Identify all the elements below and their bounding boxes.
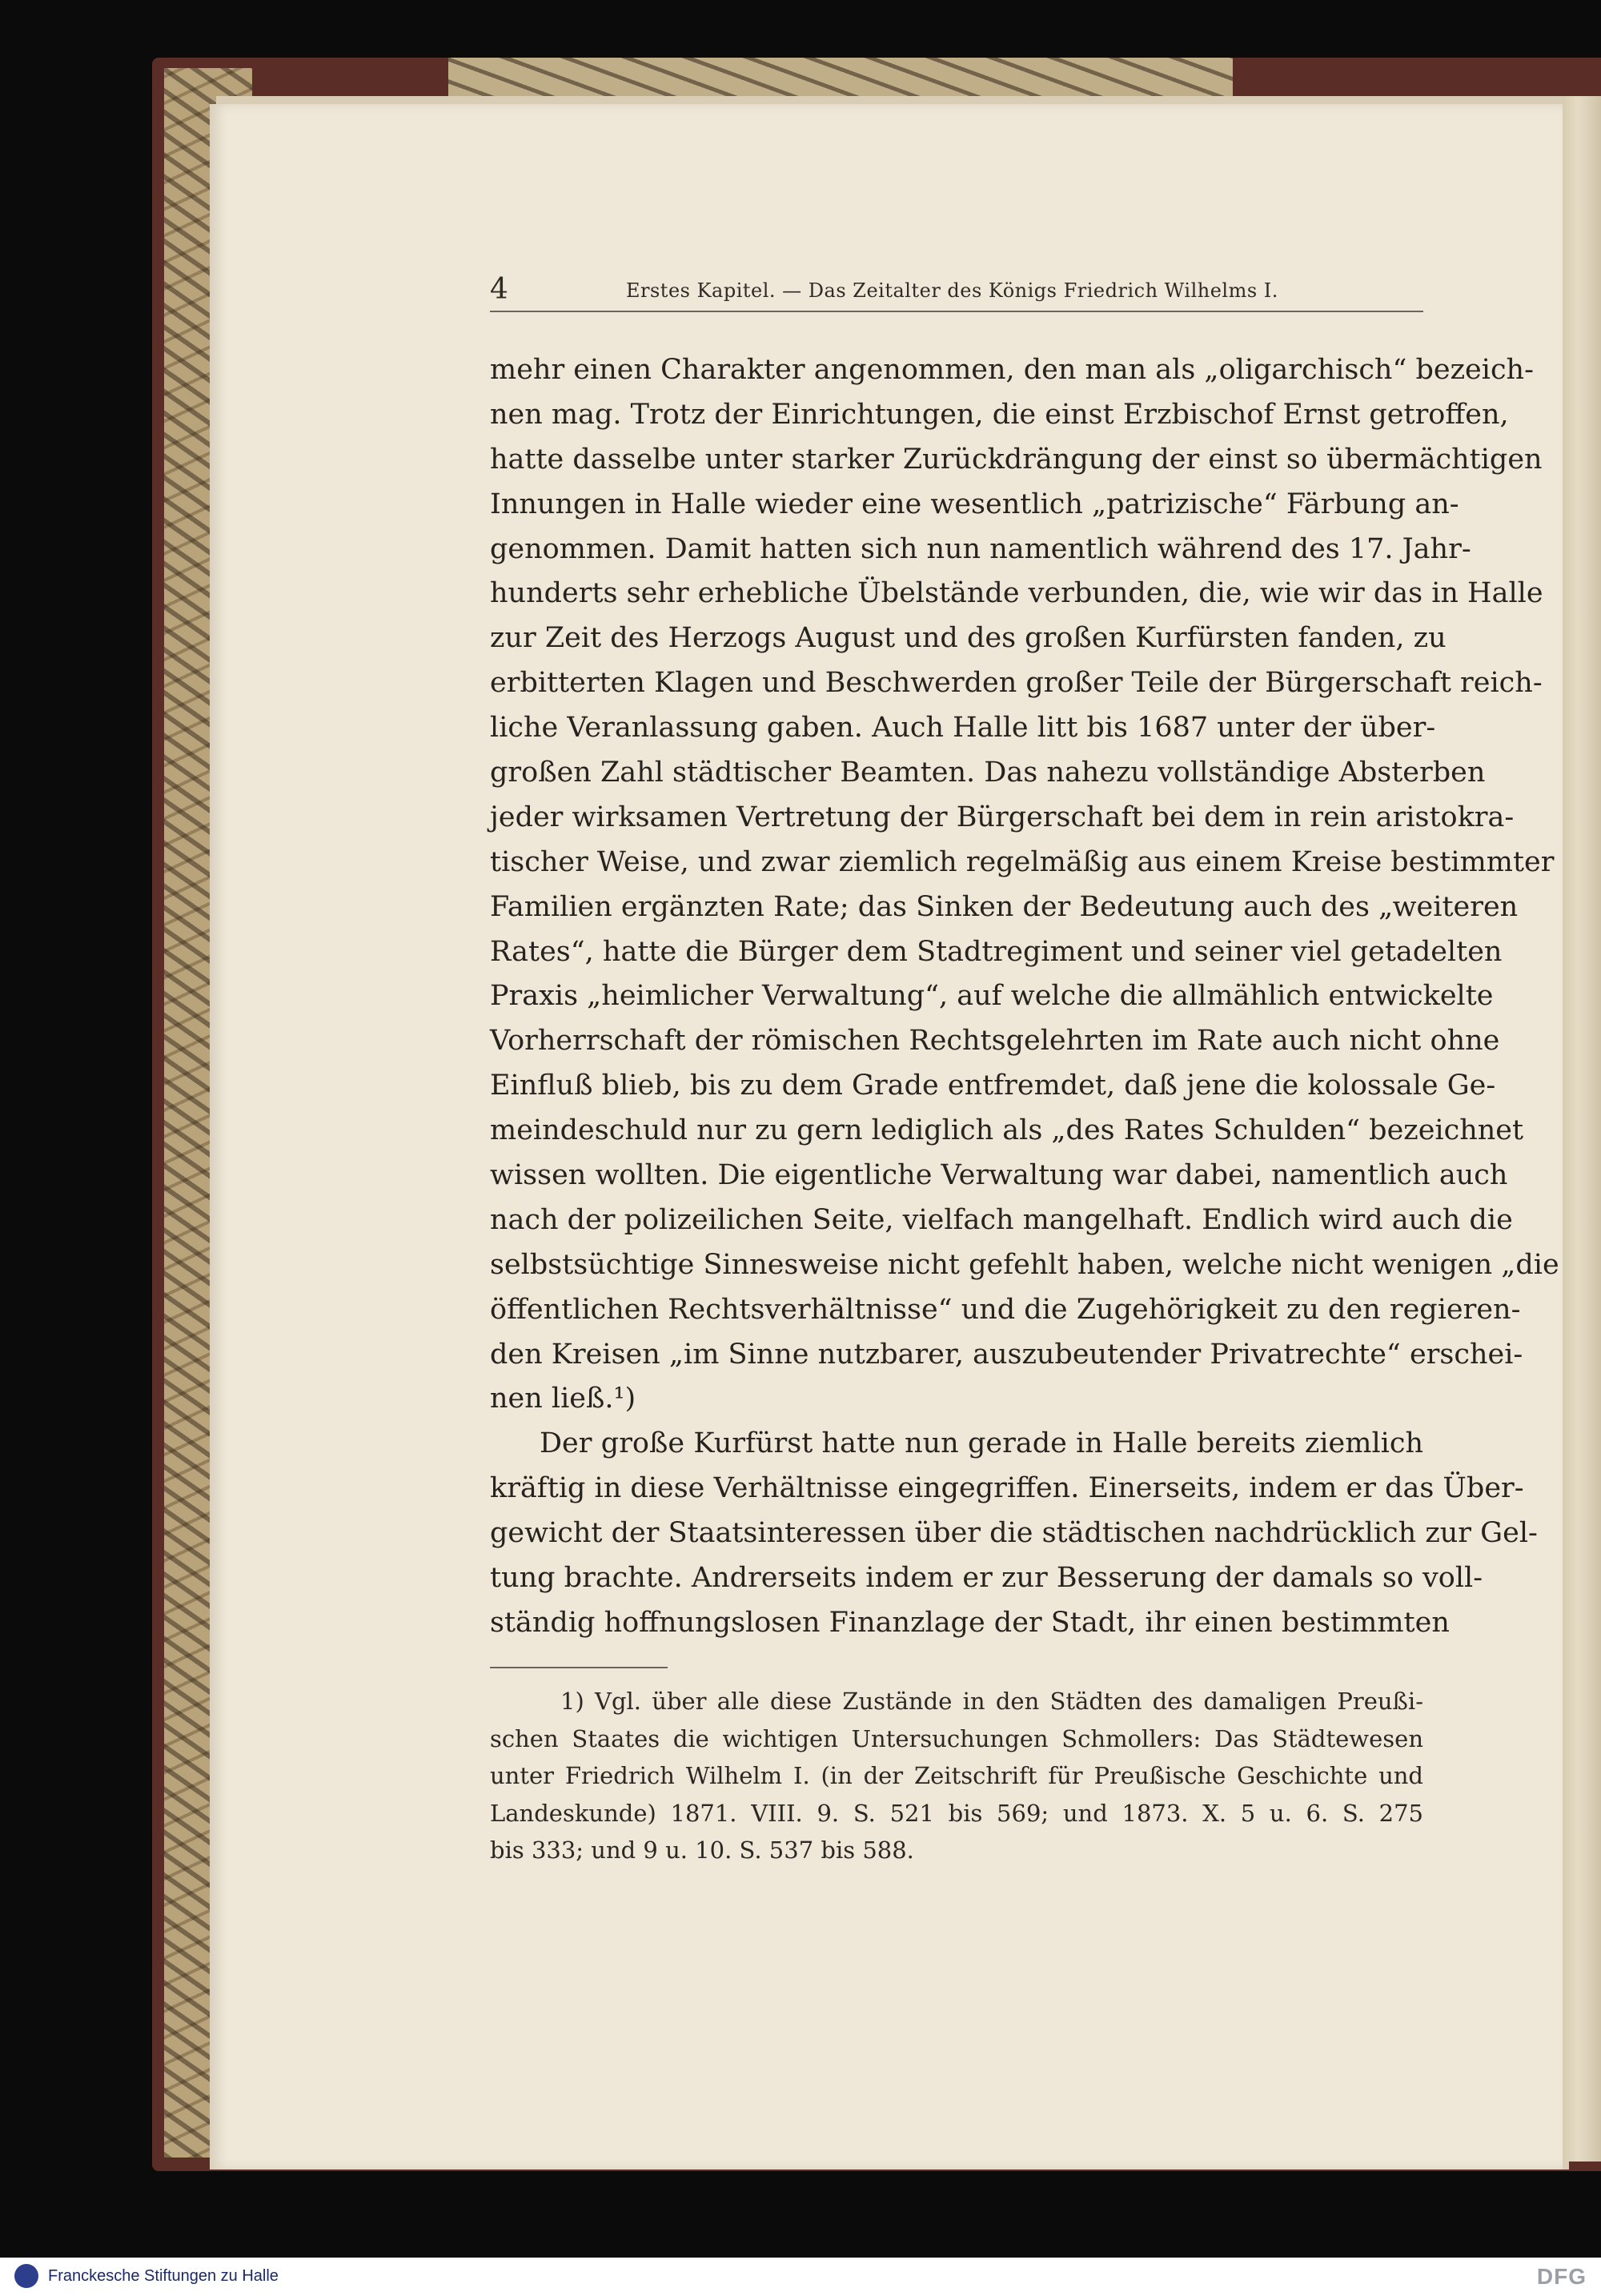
text-line: ständig hoffnungslosen Finanzlage der Stadt, ihr einen bestimmten	[490, 1606, 1450, 1639]
text-line: öffentlichen Rechtsverhältnisse“ und die Zugehörigkeit zu den regieren-	[490, 1293, 1521, 1326]
text-line: Familien ergänzten Rate; das Sinken der Bedeutung auch des „weiteren	[490, 890, 1519, 923]
footnote-divider	[490, 1667, 668, 1668]
franckesche-stiftungen-logo-icon	[14, 2264, 38, 2288]
body-text	[490, 348, 1559, 1646]
text-line: tischer Weise, und zwar ziemlich regelmäßig aus einem Kreise bestimmter	[490, 845, 1555, 878]
text-line: den Kreisen „im Sinne nutzbarer, auszubeutender Privatrechte“ erschei-	[490, 1338, 1523, 1371]
text-line: Innungen in Halle wieder eine wesentlich „patrizische“ Färbung an-	[490, 488, 1459, 520]
footnote-line: 1) Vgl. über alle diese Zustände in den Städten des damaligen Preußi-	[560, 1688, 1423, 1715]
credit-text: Franckesche Stiftungen zu Halle	[48, 2267, 279, 2285]
text-line: jeder wirksamen Vertretung der Bürgerschaft bei dem in rein aristokra-	[490, 801, 1515, 833]
text-line: Praxis „heimlicher Verwaltung“, auf welche die allmählich entwickelte	[490, 980, 1494, 1013]
text-line: tung brachte. Andrerseits indem er zur Besserung der damals so voll-	[490, 1562, 1483, 1595]
text-line: Vorherrschaft der römischen Rechtsgelehrten im Rate auch nicht ohne	[490, 1025, 1500, 1058]
page-header	[490, 272, 1423, 312]
page-stack-edge	[1563, 96, 1601, 2162]
text-line: gewicht der Staatsinteressen über die städtischen nachdrücklich zur Gel-	[490, 1517, 1538, 1550]
text-line: zur Zeit des Herzogs August und des großen Kurfürsten fanden, zu	[490, 622, 1447, 655]
footnote-line: unter Friedrich Wilhelm I. (in der Zeitschrift für Preußische Geschichte und	[490, 1762, 1423, 1789]
text-line: genommen. Damit hatten sich nun namentlich während des 17. Jahr-	[490, 532, 1471, 565]
text-line: hunderts sehr erhebliche Übelstände verbunden, die, wie wir das in Halle	[490, 577, 1543, 610]
text-line: großen Zahl städtischer Beamten. Das nahezu vollständige Absterben	[490, 757, 1486, 789]
viewer-footer	[0, 2258, 1601, 2296]
page-number: 4	[490, 273, 508, 306]
text-line: wissen wollten. Die eigentliche Verwaltung war dabei, namentlich auch	[490, 1159, 1508, 1192]
text-line: mehr einen Charakter angenommen, den man als „oligarchisch“ bezeich-	[490, 354, 1534, 386]
text-line: hatte dasselbe unter starker Zurückdrängung der einst so übermächtigen	[490, 443, 1543, 476]
footnote-line: bis 333; und 9 u. 10. S. 537 bis 588.	[490, 1836, 914, 1864]
text-line-paragraph-end: nen ließ.¹)	[490, 1383, 636, 1415]
footnote-line: Landeskunde) 1871. VIII. 9. S. 521 bis 569; und 1873. X. 5 u. 6. S. 275	[490, 1799, 1423, 1827]
text-line: nen mag. Trotz der Einrichtungen, die einst Erzbischof Ernst getroffen,	[490, 398, 1509, 431]
text-line: kräftig in diese Verhältnisse eingegriffen. Einerseits, indem er das Über-	[490, 1472, 1524, 1505]
text-line: liche Veranlassung gaben. Auch Halle litt bis 1687 unter der über-	[490, 712, 1436, 745]
footnotes	[490, 1683, 1423, 1869]
text-line: Einfluß blieb, bis zu dem Grade entfremdet, daß jene die kolossale Ge-	[490, 1070, 1496, 1102]
text-line-paragraph-start: Der große Kurfürst hatte nun gerade in Halle bereits ziemlich	[540, 1427, 1423, 1460]
text-line: nach der polizeilichen Seite, vielfach mangelhaft. Endlich wird auch die	[490, 1203, 1513, 1236]
text-line: erbitterten Klagen und Beschwerden großer Teile der Bürgerschaft reich-	[490, 667, 1543, 700]
dfg-logo: DFG	[1536, 2264, 1587, 2289]
text-line: selbstsüchtige Sinnesweise nicht gefehlt haben, welche nicht wenigen „die	[490, 1248, 1559, 1281]
text-line: meindeschuld nur zu gern lediglich als „des Rates Schulden“ bezeichnet	[490, 1114, 1524, 1147]
text-line: Rates“, hatte die Bürger dem Stadtregiment und seiner viel getadelten	[490, 935, 1503, 968]
running-head: Erstes Kapitel. — Das Zeitalter des Königs Friedrich Wilhelms I.	[626, 279, 1278, 302]
footnote-line: schen Staates die wichtigen Untersuchungen Schmollers: Das Städtewesen	[490, 1724, 1423, 1752]
